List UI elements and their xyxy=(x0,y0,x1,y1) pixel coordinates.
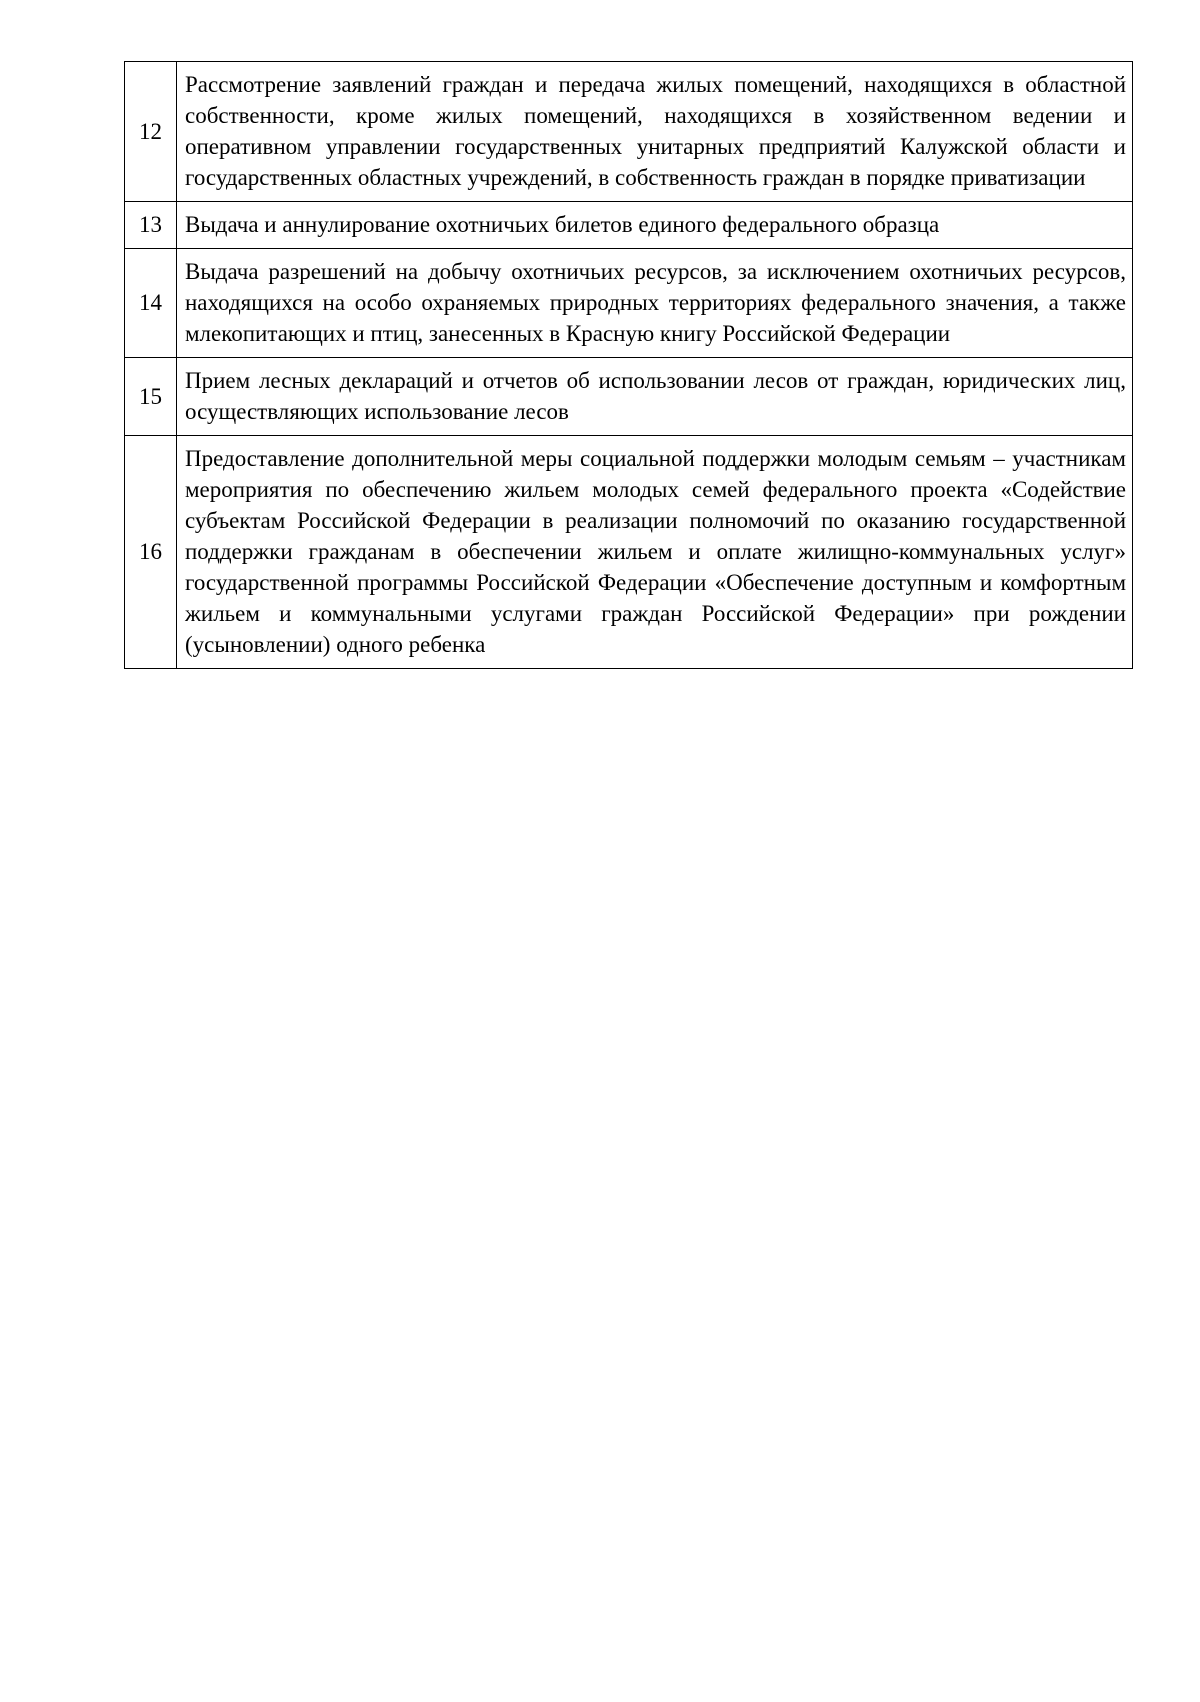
row-description: Рассмотрение заявлений граждан и передача жилых помещений, находящихся в областной собственности, кроме жилых помещений, находящихся в хозяйственном ведении и оперативном управлении государственных унитарных предприятий Калужской области и государственных областных учреждений, в собственность граждан в порядке приватизации xyxy=(177,62,1133,202)
table-row xyxy=(125,436,1133,669)
table-row xyxy=(125,202,1133,249)
row-description: Выдача и аннулирование охотничьих билетов единого федерального образца xyxy=(177,202,1133,249)
row-description: Прием лесных деклараций и отчетов об использовании лесов от граждан, юридических лиц, осуществляющих использование лесов xyxy=(177,358,1133,436)
row-number: 16 xyxy=(125,436,177,669)
table-row xyxy=(125,249,1133,358)
row-number: 15 xyxy=(125,358,177,436)
row-number: 12 xyxy=(125,62,177,202)
table-row xyxy=(125,358,1133,436)
row-number: 13 xyxy=(125,202,177,249)
row-description: Выдача разрешений на добычу охотничьих ресурсов, за исключением охотничьих ресурсов, находящихся на особо охраняемых природных территориях федерального значения, а также млекопитающих и птиц, занесенных в Красную книгу Российской Федерации xyxy=(177,249,1133,358)
services-table xyxy=(124,61,1133,669)
row-description: Предоставление дополнительной меры социальной поддержки молодым семьям – участникам мероприятия по обеспечению жильем молодых семей федерального проекта «Содействие субъектам Российской Федерации в реализации полномочий по оказанию государственной поддержки гражданам в обеспечении жильем и оплате жилищно-коммунальных услуг» государственной программы Российской Федерации «Обеспечение доступным и комфортным жильем и коммунальными услугами граждан Российской Федерации» при рождении (усыновлении) одного ребенка xyxy=(177,436,1133,669)
row-number: 14 xyxy=(125,249,177,358)
table-row xyxy=(125,62,1133,202)
